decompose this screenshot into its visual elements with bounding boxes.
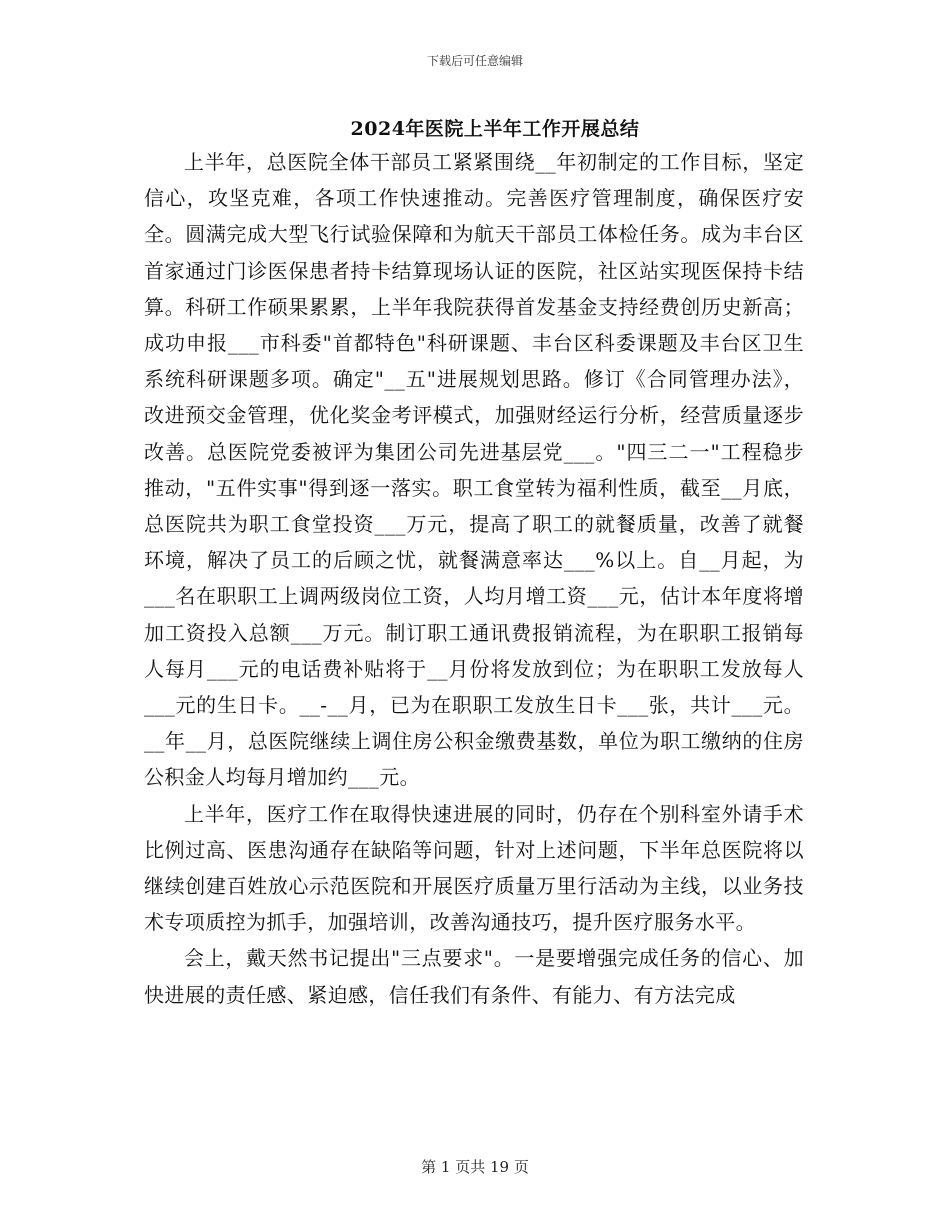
page-number-footer: 第 1 页共 19 页 — [421, 1158, 529, 1176]
document-body — [144, 144, 804, 1013]
paragraph-2: 上半年，医疗工作在取得快速进展的同时，仍存在个别科室外请手术比例过高、医患沟通存在缺陷等问题，针对上述问题，下半年总医院将以继续创建百姓放心示范医院和开展医疗质量万里行活动为主线，以业务技术专项质控为抓手，加强培训，改善沟通技巧，提升医疗服务水平。 — [144, 801, 804, 935]
paragraph-3: 会上，戴天然书记提出"三点要求"。一是要增强完成任务的信心、加快进展的责任感、紧迫感，信任我们有条件、有能力、有方法完成 — [144, 946, 804, 1007]
page-header-note: 下载后可任意编辑 — [426, 54, 523, 68]
document-title: 2024年医院上半年工作开展总结 — [350, 118, 640, 140]
paragraph-1: 上半年，总医院全体干部员工紧紧围绕__年初制定的工作目标，坚定信心，攻坚克难，各项工作快速推动。完善医疗管理制度，确保医疗安全。圆满完成大型飞行试验保障和为航天干部员工体检任务。成为丰台区首家通过门诊医保患者持卡结算现场认证的医院，社区站实现医保持卡结算。科研工作硕果累累，上半年我院获得首发基金支持经费创历史新高；成功申报___市科委"首都特色"科研课题、丰台区科委课题及丰台区卫生系统科研课题多项。确定"__五"进展规划思路。修订《合同管理办法》，改进预交金管理，优化奖金考评模式，加强财经运行分析，经营质量逐步改善。总医院党委被评为集团公司先进基层党___。"四三二一"工程稳步推动，"五件实事"得到逐一落实。职工食堂转为福利性质，截至__月底，总医院共为职工食堂投资___万元，提高了职工的就餐质量，改善了就餐环境，解决了员工的后顾之忧，就餐满意率达___%以上。自__月起，为___名在职职工上调两级岗位工资，人均月增工资___元，估计本年度将增加工资投入总额___万元。制订职工通讯费报销流程，为在职职工报销每人每月___元的电话费补贴将于__月份将发放到位；为在职职工发放每人___元的生日卡。__-__月，已为在职职工发放生日卡___张，共计___元。__年__月，总医院继续上调住房公积金缴费基数，单位为职工缴纳的住房公积金人均每月增加约___元。 — [144, 150, 804, 790]
